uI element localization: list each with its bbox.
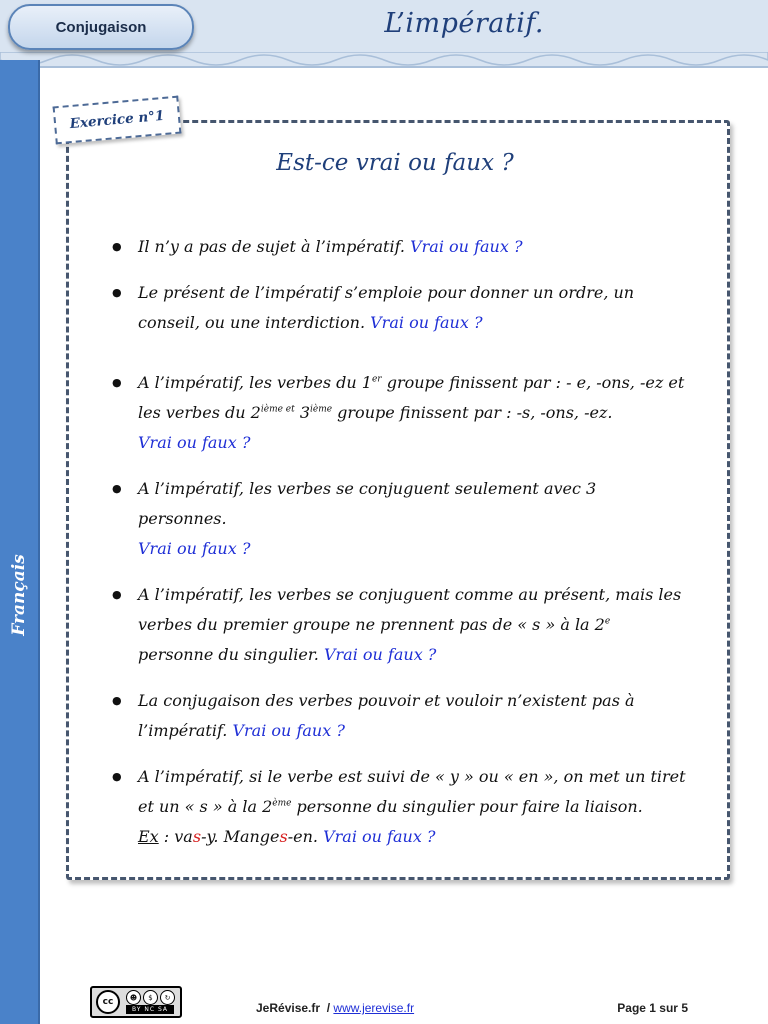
superscript: er bbox=[371, 374, 382, 385]
page-number: Page 1 sur 5 bbox=[617, 1001, 688, 1015]
cc-by-icon: ☻ bbox=[126, 990, 141, 1005]
statement-text: Le présent de l’impératif s’emploie pour donner un ordre, un conseil, ou une interdiction. bbox=[138, 283, 635, 332]
statement-text: La conjugaison des verbes pouvoir et vouloir n’existent pas à l’impératif. bbox=[138, 691, 635, 740]
example-highlight: s bbox=[192, 827, 202, 846]
statement-text: groupe finissent par : -s, -ons, -ez. bbox=[332, 403, 613, 422]
cc-license-bar: BY NC SA bbox=[126, 1005, 174, 1014]
example-text: -en. bbox=[287, 827, 318, 846]
statement-text: Il n’y a pas de sujet à l’impératif. bbox=[138, 237, 405, 256]
statement-text: 3 bbox=[294, 403, 310, 422]
example-text: va bbox=[174, 827, 193, 846]
footer-site-link[interactable]: www.jerevise.fr bbox=[333, 1001, 415, 1015]
example-separator: : bbox=[158, 827, 175, 846]
footer-separator: / bbox=[326, 1001, 331, 1015]
statement-item bbox=[110, 368, 688, 458]
cc-logo-icon: cc bbox=[96, 990, 120, 1014]
statement-item bbox=[110, 580, 688, 670]
cc-nc-icon: $ bbox=[143, 990, 158, 1005]
statement-list bbox=[110, 232, 688, 852]
creative-commons-badge bbox=[90, 986, 182, 1018]
example-label: Ex bbox=[138, 827, 159, 846]
statement-text: A l’impératif, les verbes se conjuguent seulement avec 3 personnes. bbox=[138, 479, 597, 528]
statement-item bbox=[110, 686, 688, 746]
vrai-ou-faux-link: Vrai ou faux ? bbox=[410, 237, 523, 256]
superscript: e bbox=[604, 616, 611, 627]
footer-site bbox=[256, 1001, 414, 1015]
example-highlight: s bbox=[279, 827, 288, 846]
statement-item bbox=[110, 762, 688, 852]
subject-sidebar bbox=[0, 60, 40, 1024]
example-text: -y. bbox=[201, 827, 224, 846]
exercise-heading: Est-ce vrai ou faux ? bbox=[276, 150, 514, 176]
statement-item bbox=[110, 278, 688, 338]
superscript: ième et bbox=[260, 404, 295, 415]
subject-badge: Conjugaison bbox=[8, 4, 194, 50]
vrai-ou-faux-link: Vrai ou faux ? bbox=[323, 827, 436, 846]
statement-text: personne du singulier. bbox=[138, 645, 319, 664]
statement-text: A l’impératif, si le verbe est suivi de « y » ou « en », on met un tiret et un « s » à la 2 bbox=[138, 767, 686, 816]
statement-text: A l’impératif, les verbes du 1 bbox=[138, 373, 372, 392]
sidebar-label: Français bbox=[9, 554, 29, 636]
header-wave bbox=[0, 52, 768, 74]
statement-text: groupe finissent par : - e, -ons, -ez et les verbes du 2 bbox=[138, 373, 685, 422]
statement-text: A l’impératif, les verbes se conjuguent comme au présent, mais les verbes du premier groupe ne prennent pas de « s » à la 2 bbox=[138, 585, 682, 634]
vrai-ou-faux-link: Vrai ou faux ? bbox=[138, 433, 251, 452]
vrai-ou-faux-link: Vrai ou faux ? bbox=[232, 721, 345, 740]
cc-license-icons bbox=[126, 990, 175, 1005]
vrai-ou-faux-link: Vrai ou faux ? bbox=[370, 313, 483, 332]
statement-item bbox=[110, 474, 688, 564]
footer-site-name: JeRévise.fr bbox=[256, 1001, 321, 1015]
superscript: ème bbox=[272, 798, 292, 809]
example-text: Mange bbox=[223, 827, 280, 846]
exercise-tab: Exercice n°1 bbox=[53, 96, 182, 145]
vrai-ou-faux-link: Vrai ou faux ? bbox=[138, 539, 251, 558]
page-title: L’impératif. bbox=[384, 8, 544, 39]
statement-item bbox=[110, 232, 688, 262]
cc-sa-icon: ↻ bbox=[160, 990, 175, 1005]
vrai-ou-faux-link: Vrai ou faux ? bbox=[323, 645, 437, 664]
superscript: ième bbox=[310, 404, 333, 415]
statement-text: personne du singulier pour faire la liaison. bbox=[291, 797, 643, 816]
